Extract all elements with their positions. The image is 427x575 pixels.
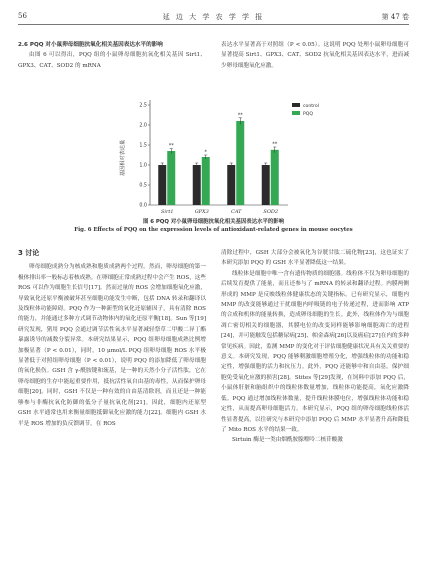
section-3-left (18, 248, 206, 429)
legend-swatch-control (292, 103, 300, 107)
legend-label-control: control (303, 104, 319, 109)
section-3-heading: 3 讨论 (18, 249, 40, 257)
discussion-paragraph-1-cont: 清除过程中，GSH 大部分会被氧化为谷胱甘肽二硫化物[23]，这也证实了本研究添加 PQQ 的 GSH 水平显著降低这一结果。 (221, 250, 409, 267)
significance-label: ** (237, 112, 243, 119)
figure-6-bar-chart (30, 80, 390, 220)
discussion-paragraph-1: 卵母细胞成熟分为核成熟和胞质成熟两个过程。然而，卵母细胞的第一极体排出率一般标志着核成熟。在卵细胞正常成熟过程中会产生 ROS，这些 ROS 可以作为细胞生长信号[17]。然而过量的 ROS 会增加细胞氧化应激，导致氧化还原平衡被破坏甚至细胞功能发生中断，包括 DNA 转录和翻译以及线粒体功能障碍。PQQ 作为一种新型的氧化还原辅因子，具有清除 ROS 的能力，并能通过多种方式调节动物体内的氧化还原平衡[18]。Sun 等[19]研究发现，猪用 PQQ 会通过调节活性氧水平显著减轻祭草二甲酸二异丁酯暴露诱导的减数分裂异常。本研究结果显示，PQQ 组卵母细胞成熟比例增加极显著（P < 0.01），同时，10 μmol/L PQQ 组卵母细胞 ROS 水平极显著低于对照组卵母细胞（P < 0.01），说明 PQQ 的添加降低了卵母细胞的氧化损伤。GSH 含 γ-酰胺键和巯基，是一种的天然小分子活性肽，它在卵母细胞的生存中能起重要作用，抵抗活性氧自由基的毒性，从而保护卵母细胞[20]。同时，GSH 不仅是一种有效的自由基清除剂，而且还是一种能够参与非酶抗氧化防御的低分子量抗氧化剂[21]。因此，细胞内还原型 GSH 水平通常也用来衡量细胞抵御氧化应激的能力[22]。细胞内 GSH 水平是 ROS 增加的负反馈调节，在 ROS (18, 264, 206, 427)
y-tick-label: 1.0 (139, 163, 147, 169)
y-tick-label: 2.5 (139, 103, 147, 109)
y-tick-label: 0.0 (139, 203, 147, 209)
chart-legend (292, 103, 319, 117)
significance-label: ** (168, 143, 174, 150)
running-header (18, 10, 409, 25)
y-axis-label: 基因相对表达量 (120, 139, 126, 177)
figure-caption-cn: 图 6 PQQ 对小鼠卵母细胞抗氧化相关基因表达水平的影响 (142, 219, 285, 225)
figure-caption-en: Fig. 6 Effects of PQQ on the expression levels of antioxidant-related genes in mouse oocytes (74, 227, 353, 233)
significance-label: * (204, 149, 207, 156)
bar-PQQ-Sirt1 (167, 151, 175, 205)
section-2-6-paragraph: 由图 6 可以得出，PQQ 组的小鼠卵母细胞抗氧化相关基因 Sirt1、GPX3、CAT、SOD2 的 mRNA (18, 52, 206, 69)
page-number: 56 (18, 12, 27, 20)
y-tick-label: 1.5 (139, 143, 147, 149)
discussion-paragraph-3: Sirtuin 酶是一类由烟酰胺腺嘌呤二核苷酸激 (232, 437, 343, 444)
section-3-right (221, 248, 409, 446)
journal-title: 延 边 大 学 农 学 学 报 (162, 13, 265, 21)
bar-PQQ-SOD2 (271, 150, 279, 205)
x-tick-label: GPX3 (194, 209, 209, 215)
x-tick-label: CAT (231, 209, 242, 215)
x-tick-label: Sirt1 (160, 209, 174, 215)
bar-control-GPX3 (193, 165, 201, 205)
bar-PQQ-CAT (236, 121, 244, 205)
section-2-6-paragraph-cont: 表达水平显著高于对照组（P < 0.05）。这说明 PQQ 处理小鼠卵母细胞可显著提高 Sirt1、GPX3、CAT、SOD2 抗氧化相关基因表达水平，进而减少卵母细胞氧化应激。 (221, 42, 409, 69)
legend-label-PQQ: PQQ (303, 112, 314, 117)
bar-PQQ-GPX3 (202, 157, 210, 205)
section-2-6-right (221, 40, 409, 71)
section-2-6-heading: 2.6 PQQ 对小鼠卵母细胞抗氧化相关基因表达水平的影响 (18, 42, 163, 48)
bar-control-CAT (227, 165, 235, 205)
x-tick-label: SOD2 (263, 209, 279, 215)
section-2-6-left (18, 40, 206, 71)
y-tick-label: 0.5 (139, 183, 147, 189)
bar-control-Sirt1 (158, 165, 166, 205)
y-tick-label: 2.0 (139, 123, 147, 129)
significance-label: ** (272, 141, 278, 148)
discussion-paragraph-2: 线粒体是细胞中唯一含有遗传物质的细胞器。线粒体不仅为卵母细胞的后续发育提供了能量，而且还参与了 mRNA 的转录和翻译过程。内膜两侧形成的 MMP 是反映线粒体健康状态的关键指标。已有研究显示，细胞内 MMP 的改变能够通过干扰细胞内呼吸链的电子传递过程，进而影响 ATP 的合成和机体的能量转换，造成卵母细胞的生长。此外，线粒体作为与细胞凋亡密切相关的细胞器，其膜电位的改变同样能够影响细胞凋亡的进程[24]，并可能触发包括糖尿病[25]、帕金森病[26]以及癌症[27]在内的多种常见疾病。因此，监测 MMP 的变化对于评估细胞健康状况具有关关重要的意义。本研究发现，PQQ 能够剩激细胞增殖分化，增强线粒体的功能和稳定性，增强细胞的活力和抗压力。此外，PQQ 还能够中和自由基，保护细胞免受氧化应激的损害[28]。Stites 等[29]发现，在饲料中添加 PQQ 后，小鼠体肝脏和脑组织中的线粒体数量增加，线粒体功能提高，氧化应激降低。PQQ 通过增加线粒体数量，提升线粒体膜电位，增强线粒体功能和稳定性，从而提高卵母细胞活力。本研究显示，PQQ 组的卵母细胞线粒体活性显著提高，以往研究与本研究中添加 PQQ 后 MMP 水平显著升高和降低了 Mito ROS 水平的结果一致。 (221, 270, 409, 433)
legend-swatch-PQQ (292, 111, 300, 115)
volume-label: 第 47 卷 (381, 13, 409, 21)
bar-control-SOD2 (262, 165, 270, 205)
